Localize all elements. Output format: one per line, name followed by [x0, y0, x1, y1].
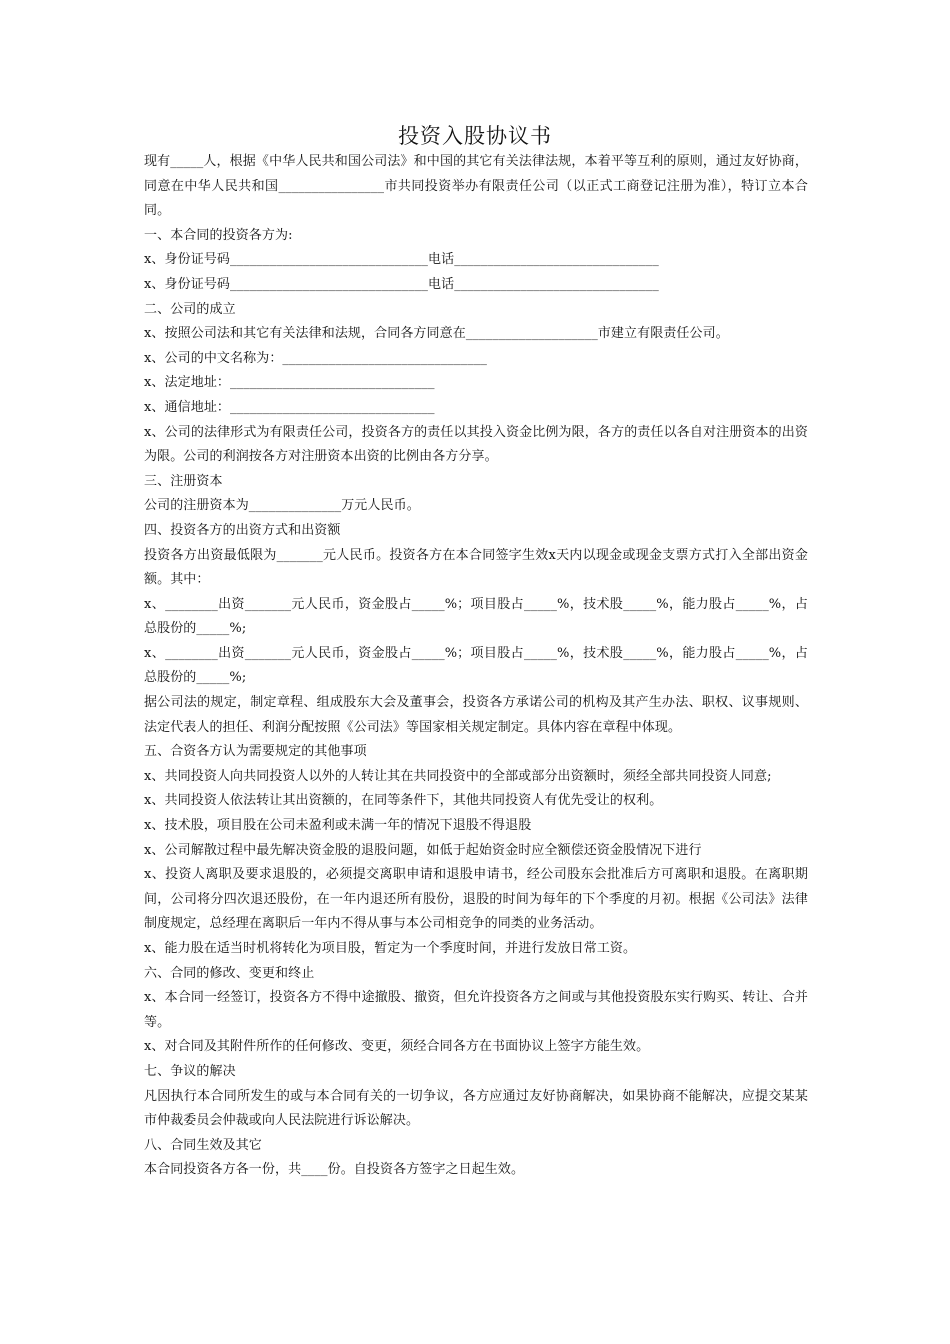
section-heading: 六、合同的修改、变更和终止: [144, 965, 315, 981]
paragraph: x、身份证号码______________________________电话_______________________________: [144, 252, 659, 268]
paragraph: x、公司解散过程中最先解决资金股的退股问题，如低于起始资金时应全额偿还资金股情况下进行: [144, 842, 702, 858]
paragraph: x、投资人离职及要求退股的，必须提交离职申请和退股申请书，经公司股东会批准后方可离职和退股。在离职期间，公司将分四次退还股份，在一年内退还所有股份，退股的时间为每年的下个季度的月初。根据《公司法》法律制度规定，总经理在离职后一年内不得从事与本公司相竞争的同类的业务活动。: [144, 867, 808, 932]
paragraph: 投资各方出资最低限为_______元人民币。投资各方在本合同签字生效x天内以现金或现金支票方式打入全部出资金额。其中：: [144, 547, 808, 588]
paragraph: x、共同投资人向共同投资人以外的人转让其在共同投资中的全部或部分出资额时，须经全部共同投资人同意;: [144, 768, 772, 784]
paragraph: x、本合同一经签订，投资各方不得中途撤股、撤资，但允许投资各方之间或与其他投资股东实行购买、转让、合并等。: [144, 990, 808, 1030]
paragraph: x、通信地址：_______________________________: [144, 399, 435, 415]
paragraph: x、身份证号码______________________________电话_______________________________: [144, 276, 659, 292]
paragraph: 公司的注册资本为______________万元人民币。: [144, 498, 420, 514]
paragraph: x、公司的中文名称为：_______________________________: [144, 350, 488, 366]
document-title: 投资入股协议书: [398, 124, 552, 148]
paragraph: x、公司的法律形式为有限责任公司，投资各方的责任以其投入资金比例为限，各方的责任以各自对注册资本的出资为限。公司的利润按各方对注册资本出资的比例由各方分享。: [144, 424, 808, 465]
section-heading: 一、本合同的投资各方为:: [144, 227, 293, 243]
paragraph: 凡因执行本合同所发生的或与本合同有关的一切争议，各方应通过友好协商解决，如果协商不能解决，应提交某某市仲裁委员会仲裁或向人民法院进行诉讼解决。: [144, 1088, 808, 1129]
section-heading: 二、公司的成立: [144, 301, 236, 317]
paragraph: x、________出资_______元人民币，资金股占_____%；项目股占_____%，技术股_____%，能力股占_____%，占总股份的_____%;: [144, 645, 808, 686]
section-heading: 八、合同生效及其它: [144, 1137, 262, 1153]
paragraph: x、能力股在适当时机将转化为项目股，暂定为一个季度时间，并进行发放日常工资。: [144, 941, 637, 956]
paragraph: x、对合同及其附件所作的任何修改、变更，须经合同各方在书面协议上签字方能生效。: [144, 1039, 650, 1055]
section-heading: 五、合资各方认为需要规定的其他事项: [144, 744, 367, 760]
section-heading: 七、争议的解决: [144, 1063, 236, 1079]
paragraph: x、法定地址：_______________________________: [144, 375, 435, 391]
section-heading: 三、注册资本: [144, 473, 223, 489]
document-body: [144, 150, 808, 1183]
paragraph: x、技术股，项目股在公司未盈利或未满一年的情况下退股不得退股: [144, 818, 532, 834]
paragraph: 本合同投资各方各一份，共____份。自投资各方签字之日起生效。: [144, 1162, 525, 1178]
paragraph: 现有_____人，根据《中华人民共和国公司法》和中国的其它有关法律法规，本着平等互利的原则，通过友好协商，同意在中华人民共和国________________市共同投资举办有限责任公司（以正式工商登记注册为准），特订立本合同。: [144, 154, 808, 219]
paragraph: 据公司法的规定，制定章程、组成股东大会及董事会，投资各方承诺公司的机构及其产生办法、职权、议事规则、法定代表人的担任、利润分配按照《公司法》等国家相关规定制定。具体内容在章程中体现。: [144, 695, 808, 735]
paragraph: x、按照公司法和其它有关法律和法规，合同各方同意在____________________市建立有限责任公司。: [144, 326, 729, 342]
section-heading: 四、投资各方的出资方式和出资额: [144, 522, 341, 538]
paragraph: x、共同投资人依法转让其出资额的，在同等条件下，其他共同投资人有优先受让的权利。: [144, 793, 663, 809]
paragraph: x、________出资_______元人民币，资金股占_____%；项目股占_____%，技术股_____%，能力股占_____%，占总股份的_____%;: [144, 596, 808, 637]
